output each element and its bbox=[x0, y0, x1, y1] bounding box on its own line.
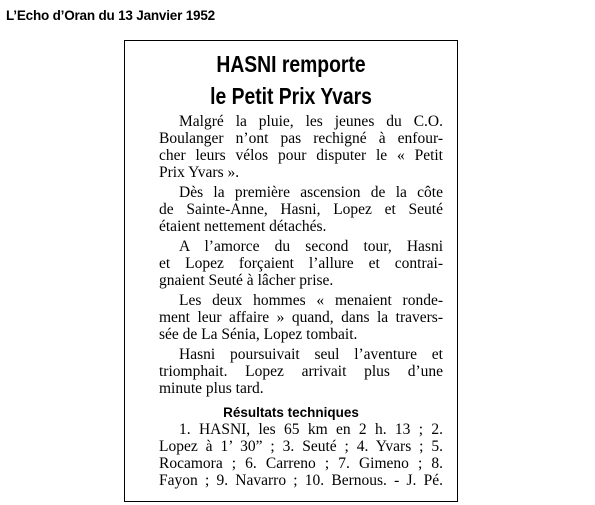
body-line: de Sainte-Anne, Hasni, Lopez et Seuté bbox=[159, 201, 443, 218]
body-line: Hasni poursuivait seul l’aventure et bbox=[179, 346, 443, 363]
body-line: Prix Yvars ». bbox=[159, 164, 240, 181]
results-line: Rocamora ; 6. Carreno ; 7. Gimeno ; 8. bbox=[159, 455, 443, 472]
results-heading: Résultats techniques bbox=[223, 405, 359, 420]
body-line: triomphait. Lopez arrivait plus d’une bbox=[159, 363, 443, 380]
results-line: Fayon ; 9. Navarro ; 10. Bernous. - J. Pé. bbox=[159, 472, 443, 489]
body-line: étaient nettement détachés. bbox=[159, 218, 327, 235]
body-line: Les deux hommes « menaient ronde- bbox=[179, 292, 443, 309]
body-line: gnaient Seuté à lâcher prise. bbox=[159, 272, 334, 289]
newspaper-source-caption: L’Echo d’Oran du 13 Janvier 1952 bbox=[6, 8, 215, 23]
results-line: 1. HASNI, les 65 km en 2 h. 13 ; 2. bbox=[179, 421, 443, 438]
body-line: ment leur affaire » quand, dans la travers- bbox=[159, 309, 443, 326]
body-line: Malgré la pluie, les jeunes du C.O. bbox=[179, 113, 443, 130]
body-line: Boulanger n’ont pas rechigné à enfour- bbox=[159, 130, 443, 147]
body-line: et Lopez forçaient l’allure et contrai- bbox=[159, 255, 443, 272]
body-line: minute plus tard. bbox=[159, 380, 264, 397]
article-clipping bbox=[124, 40, 458, 502]
headline-line-2: le Petit Prix Yvars bbox=[210, 83, 372, 109]
results-line: Lopez à 1’ 30” ; 3. Seuté ; 4. Yvars ; 5. bbox=[159, 438, 443, 455]
body-line: A l’amorce du second tour, Hasni bbox=[179, 238, 443, 255]
headline-line-1: HASNI remporte bbox=[216, 51, 366, 77]
body-line: cher leurs vélos pour disputer le « Petit bbox=[159, 147, 443, 164]
body-line: Dès la première ascension de la côte bbox=[179, 184, 443, 201]
body-line: sée de La Sénia, Lopez tombait. bbox=[159, 326, 358, 343]
